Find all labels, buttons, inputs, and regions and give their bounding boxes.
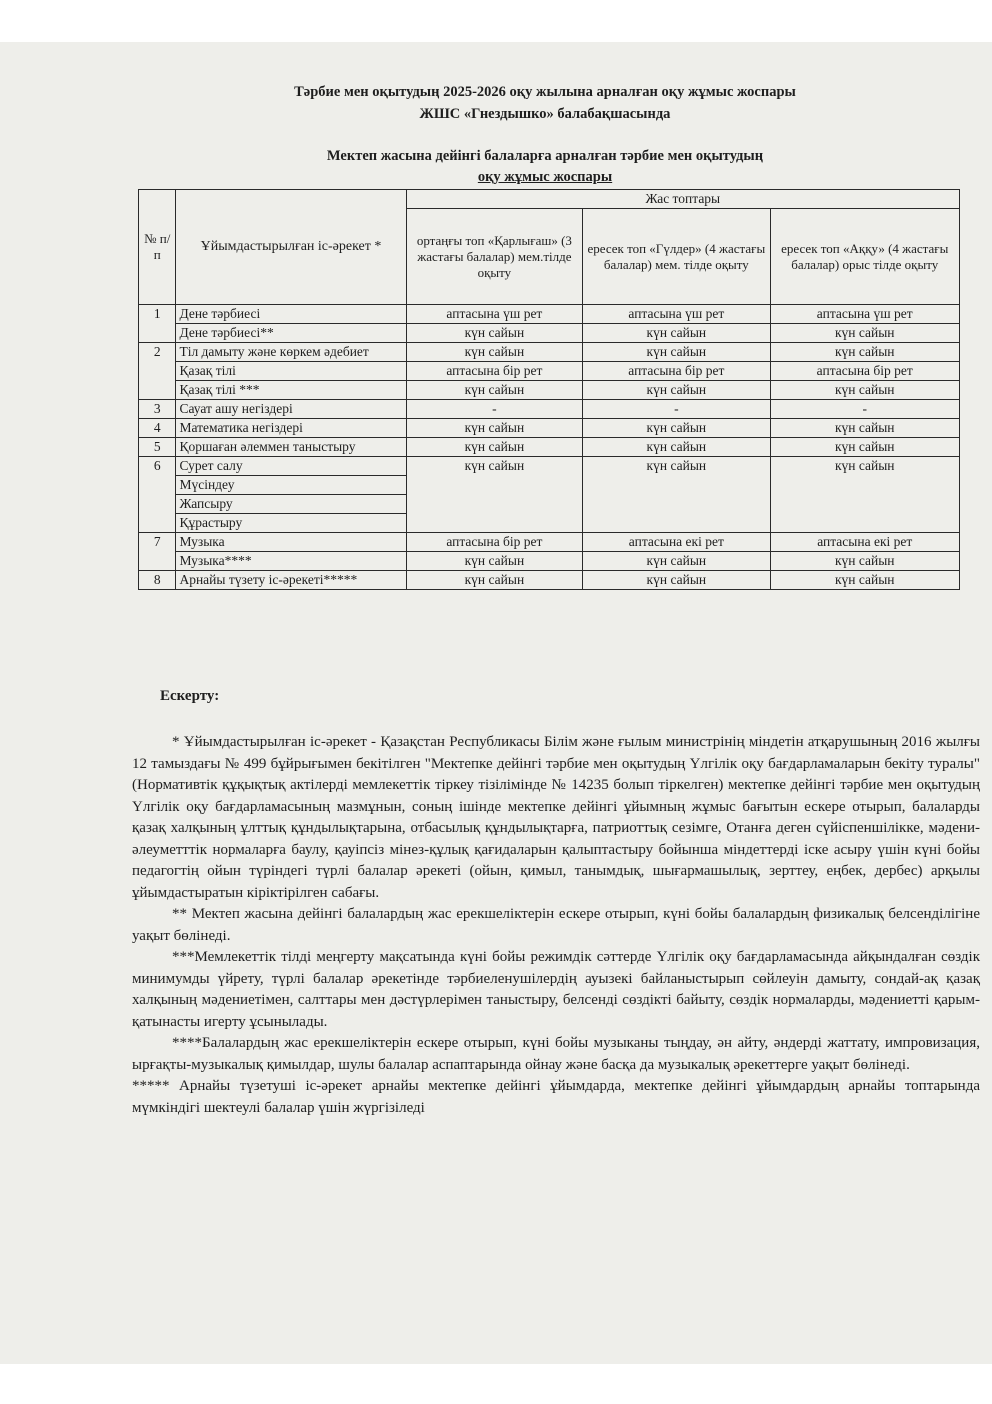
notes-heading: Ескерту:	[160, 688, 220, 704]
group3-frequency: күн сайын	[770, 552, 960, 571]
group1-frequency: күн сайын	[406, 457, 583, 533]
group2-frequency: аптасына екі рет	[583, 533, 770, 552]
row-number: 2	[139, 343, 176, 400]
group2-frequency: күн сайын	[583, 552, 770, 571]
group2-frequency: күн сайын	[583, 457, 770, 533]
group1-frequency: күн сайын	[406, 552, 583, 571]
row-number: 4	[139, 419, 176, 438]
group1-frequency: аптасына бір рет	[406, 362, 583, 381]
header-number: № п/п	[139, 190, 176, 305]
notes-section	[132, 732, 980, 1119]
header-group-akku: ересек топ «Аққу» (4 жастағы балалар) орыс тілде оқыту	[770, 209, 960, 305]
row-number: 8	[139, 571, 176, 590]
activity-name: Жапсыру	[176, 495, 406, 514]
activity-name: Дене тәрбиесі**	[176, 324, 406, 343]
group2-frequency: күн сайын	[583, 419, 770, 438]
note-3: ***Мемлекеттік тілді меңгерту мақсатында күні бойы режимдік сәттерде Үлгілік оқу бағдарламасында айқындалған сөздік минимумды үйрету, түрлі балалар әрекетінде тәрбиеленушілердің ауызекі байланыстырып сөйлеуін дамыту, сондай-ақ қазақ халқының мәдениетімен, салттары мен дәстүрлерімен таныстыру, белсенді сөздікті байыту, сөздік нормаларды, мәдениетті қарым-қатынасты игерту ұсынылады.	[132, 949, 980, 1030]
row-number: 5	[139, 438, 176, 457]
activity-name: Тіл дамыту және көркем әдебиет	[176, 343, 406, 362]
activity-name: Дене тәрбиесі	[176, 305, 406, 324]
group2-frequency: аптасына бір рет	[583, 362, 770, 381]
group3-frequency: күн сайын	[770, 438, 960, 457]
activity-name: Сурет салу	[176, 457, 406, 476]
group2-frequency: -	[583, 400, 770, 419]
group1-frequency: аптасына бір рет	[406, 533, 583, 552]
group1-frequency: аптасына үш рет	[406, 305, 583, 324]
group3-frequency: күн сайын	[770, 343, 960, 362]
group1-frequency: күн сайын	[406, 571, 583, 590]
activity-name: Қазақ тілі	[176, 362, 406, 381]
activity-name: Музыка****	[176, 552, 406, 571]
row-number: 6	[139, 457, 176, 533]
page-bottom-margin	[0, 1364, 992, 1404]
note-5: ***** Арнайы түзетуші іс-әрекет арнайы мектепке дейінгі ұйымдарда, мектепке дейінгі ұйымдардың арнайы топтарында мүмкіндігі шектеулі балалар үшін жүргізіледі	[132, 1078, 980, 1116]
row-number: 7	[139, 533, 176, 571]
activity-name: Музыка	[176, 533, 406, 552]
group3-frequency: аптасына екі рет	[770, 533, 960, 552]
group2-frequency: күн сайын	[583, 571, 770, 590]
row-number: 1	[139, 305, 176, 343]
header-age-groups: Жас топтары	[406, 190, 959, 209]
group3-frequency: күн сайын	[770, 571, 960, 590]
group3-frequency: күн сайын	[770, 381, 960, 400]
group2-frequency: күн сайын	[583, 324, 770, 343]
group2-frequency: күн сайын	[583, 381, 770, 400]
group3-frequency: аптасына үш рет	[770, 305, 960, 324]
document-title-kindergarten: ЖШС «Гнездышко» балабақшасында	[419, 106, 671, 122]
activity-name: Қазақ тілі ***	[176, 381, 406, 400]
row-number: 3	[139, 400, 176, 419]
note-2: ** Мектеп жасына дейінгі балалардың жас ерекшеліктерін ескере отырып, күні бойы балалардың физикалық белсенділігіне уақыт бөлінеді.	[132, 906, 980, 944]
note-4: ****Балалардың жас ерекшеліктерін ескере отырып, күні бойы музыканы тыңдау, ән айту, әндерді жаттату, импровизация, ырғақты-музыкалық қимылдар, шулы балалар аспаптарында ойнау және басқа да музыкалық әрекеттерге уақыт бөлінеді.	[132, 1035, 980, 1073]
document-title: Тәрбие мен оқытудың 2025-2026 оқу жылына арналған оқу жұмыс жоспары	[294, 84, 796, 100]
group2-frequency: күн сайын	[583, 343, 770, 362]
group3-frequency: -	[770, 400, 960, 419]
group3-frequency: күн сайын	[770, 419, 960, 438]
group2-frequency: аптасына үш рет	[583, 305, 770, 324]
header-group-karlygash: ортаңғы топ «Қарлығаш» (3 жастағы балалар) мем.тілде оқыту	[406, 209, 583, 305]
activity-name: Құрастыру	[176, 514, 406, 533]
header-group-gulder: ересек топ «Гүлдер» (4 жастағы балалар) мем. тілде оқыту	[583, 209, 770, 305]
activity-name: Арнайы түзету іс-әрекеті*****	[176, 571, 406, 590]
group1-frequency: күн сайын	[406, 438, 583, 457]
table-title: Мектеп жасына дейінгі балаларға арналған тәрбие мен оқытудың	[326, 148, 764, 164]
group1-frequency: күн сайын	[406, 324, 583, 343]
activity-name: Қоршаған әлеммен таныстыру	[176, 438, 406, 457]
group2-frequency: күн сайын	[583, 438, 770, 457]
group1-frequency: күн сайын	[406, 381, 583, 400]
header-activity: Ұйымдастырылған іс-әрекет *	[176, 190, 406, 305]
note-1: * Ұйымдастырылған іс-әрекет - Қазақстан Республикасы Білім және ғылым министрінің міндетін атқарушының 2016 жылғы 12 тамыздағы № 499 бұйрығымен бекітілген "Мектепке дейінгі тәрбие мен оқытудың Үлгілік оқу бағдарламаларын бекіту туралы" (Нормативтік құқықтық актілерді мемлекеттік тіркеу тізілімінде № 14235 болып тіркелген) мектепке дейінгі тәрбие мен оқытудың Үлгілік оқу бағдарламасының мазмұнын, соның ішінде мектепке дейінгі ұйымның жұмыс бағытын ескере отырып, балаларды қазақ халқының ұлттық құндылықтарына, отбасылық құндылықтарға, патриоттық сезімге, Отанға деген сүйіспеншілікке, мәдени-әлеуметттік нормаларға баулу, қауіпсіз мінез-құлық қағидаларын қалыптастыру бойынша міндеттерді іске асыру үшін күні бойы педагогтің ойын түріндегі түрлі балалар әрекеті (ойын, қимыл, танымдық, шығармашылық, зерттеу, еңбек, дербес) арқылы ұйымдастыратын кіріктірілген сабағы.	[132, 734, 980, 901]
group3-frequency: аптасына бір рет	[770, 362, 960, 381]
group1-frequency: -	[406, 400, 583, 419]
group1-frequency: күн сайын	[406, 343, 583, 362]
curriculum-table	[138, 189, 960, 590]
group3-frequency: күн сайын	[770, 324, 960, 343]
group3-frequency: күн сайын	[770, 457, 960, 533]
activity-name: Сауат ашу негіздері	[176, 400, 406, 419]
activity-name: Мүсіндеу	[176, 476, 406, 495]
group1-frequency: күн сайын	[406, 419, 583, 438]
activity-name: Математика негіздері	[176, 419, 406, 438]
table-subtitle: оқу жұмыс жоспары	[477, 169, 613, 185]
